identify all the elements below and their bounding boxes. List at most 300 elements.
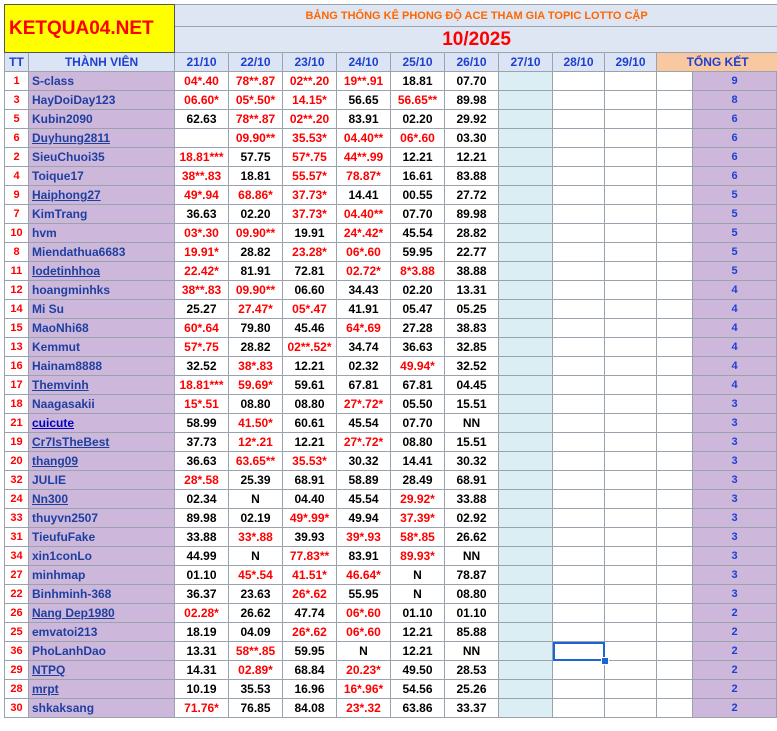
result-cell[interactable]: 08.80 — [391, 433, 445, 452]
total-cell[interactable]: 5 — [693, 186, 777, 205]
empty-cell[interactable] — [499, 471, 553, 490]
total-cell[interactable]: 5 — [693, 224, 777, 243]
member-name[interactable]: NTPQ — [29, 661, 175, 680]
empty-cell[interactable] — [499, 110, 553, 129]
result-cell[interactable]: 71.76* — [175, 699, 229, 718]
result-cell[interactable]: 81.91 — [229, 262, 283, 281]
empty-cell[interactable] — [553, 490, 605, 509]
result-cell[interactable]: 04.40 — [283, 490, 337, 509]
empty-cell[interactable] — [605, 300, 657, 319]
result-cell[interactable]: 03*.30 — [175, 224, 229, 243]
result-cell[interactable]: 28.49 — [391, 471, 445, 490]
result-cell[interactable]: 54.56 — [391, 680, 445, 699]
empty-cell[interactable] — [499, 547, 553, 566]
row-number[interactable]: 8 — [5, 243, 29, 262]
row-number[interactable]: 30 — [5, 699, 29, 718]
row-number[interactable]: 34 — [5, 547, 29, 566]
member-name[interactable]: SieuChuoi35 — [29, 148, 175, 167]
member-name[interactable]: S-class — [29, 72, 175, 91]
result-cell[interactable]: 37.39* — [391, 509, 445, 528]
result-cell[interactable]: N — [337, 642, 391, 661]
result-cell[interactable]: 24*.42* — [337, 224, 391, 243]
row-number[interactable]: 12 — [5, 281, 29, 300]
result-cell[interactable]: 57*.75 — [175, 338, 229, 357]
empty-cell[interactable] — [553, 129, 605, 148]
empty-cell[interactable] — [553, 509, 605, 528]
result-cell[interactable]: 02.20 — [229, 205, 283, 224]
result-cell[interactable]: 01.10 — [391, 604, 445, 623]
result-cell[interactable]: 06*.60 — [337, 243, 391, 262]
total-cell[interactable]: 6 — [693, 167, 777, 186]
result-cell[interactable]: 15.51 — [445, 395, 499, 414]
empty-cell[interactable] — [499, 243, 553, 262]
result-cell[interactable]: 84.08 — [283, 699, 337, 718]
result-cell[interactable]: 63.86 — [391, 699, 445, 718]
empty-cell[interactable] — [499, 585, 553, 604]
total-cell[interactable]: 5 — [693, 262, 777, 281]
result-cell[interactable]: 83.91 — [337, 110, 391, 129]
result-cell[interactable]: 19.91* — [175, 243, 229, 262]
total-cell[interactable]: 2 — [693, 604, 777, 623]
result-cell[interactable]: 49.50 — [391, 661, 445, 680]
row-number[interactable]: 24 — [5, 490, 29, 509]
result-cell[interactable]: 23*.32 — [337, 699, 391, 718]
empty-cell[interactable] — [553, 566, 605, 585]
member-name[interactable]: HayDoiDay123 — [29, 91, 175, 110]
result-cell[interactable]: 44**.99 — [337, 148, 391, 167]
result-cell[interactable]: 68.91 — [445, 471, 499, 490]
row-number[interactable]: 6 — [5, 129, 29, 148]
total-cell[interactable]: 3 — [693, 509, 777, 528]
empty-cell[interactable] — [605, 338, 657, 357]
result-cell[interactable]: 28.82 — [229, 338, 283, 357]
result-cell[interactable]: 89.98 — [445, 205, 499, 224]
total-cell[interactable]: 6 — [693, 148, 777, 167]
row-number[interactable]: 5 — [5, 110, 29, 129]
result-cell[interactable]: 33.37 — [445, 699, 499, 718]
row-number[interactable]: 22 — [5, 585, 29, 604]
row-number[interactable]: 10 — [5, 224, 29, 243]
member-name[interactable]: Naagasakii — [29, 395, 175, 414]
result-cell[interactable]: 79.80 — [229, 319, 283, 338]
empty-cell[interactable] — [605, 661, 657, 680]
empty-cell[interactable] — [499, 186, 553, 205]
result-cell[interactable]: 36.63 — [175, 205, 229, 224]
empty-cell[interactable] — [605, 167, 657, 186]
member-name[interactable]: Hainam8888 — [29, 357, 175, 376]
empty-cell[interactable] — [553, 452, 605, 471]
result-cell[interactable]: 33*.88 — [229, 528, 283, 547]
result-cell[interactable]: 06*.60 — [337, 604, 391, 623]
empty-cell[interactable] — [553, 91, 605, 110]
member-name[interactable]: Nn300 — [29, 490, 175, 509]
result-cell[interactable]: 55.95 — [337, 585, 391, 604]
result-cell[interactable]: 49*.99* — [283, 509, 337, 528]
total-cell[interactable]: 5 — [693, 243, 777, 262]
result-cell[interactable]: 85.88 — [445, 623, 499, 642]
empty-cell[interactable] — [553, 547, 605, 566]
result-cell[interactable]: 06.60 — [283, 281, 337, 300]
total-cell[interactable]: 9 — [693, 72, 777, 91]
result-cell[interactable]: 38.83 — [445, 319, 499, 338]
result-cell[interactable]: 30.32 — [445, 452, 499, 471]
result-cell[interactable]: 02.72* — [337, 262, 391, 281]
result-cell[interactable]: 02.92 — [445, 509, 499, 528]
result-cell[interactable]: 37.73* — [283, 205, 337, 224]
result-cell[interactable]: 25.26 — [445, 680, 499, 699]
result-cell[interactable]: 28.82 — [445, 224, 499, 243]
row-number[interactable]: 15 — [5, 319, 29, 338]
empty-cell[interactable] — [605, 72, 657, 91]
empty-cell[interactable] — [553, 433, 605, 452]
result-cell[interactable]: 59.69* — [229, 376, 283, 395]
member-name[interactable]: xin1conLo — [29, 547, 175, 566]
empty-cell[interactable] — [553, 585, 605, 604]
row-number[interactable]: 17 — [5, 376, 29, 395]
result-cell[interactable]: 38.88 — [445, 262, 499, 281]
total-cell[interactable]: 3 — [693, 414, 777, 433]
result-cell[interactable]: 07.70 — [445, 72, 499, 91]
empty-cell[interactable] — [605, 509, 657, 528]
total-cell[interactable]: 3 — [693, 471, 777, 490]
empty-cell[interactable] — [499, 509, 553, 528]
empty-cell[interactable] — [499, 433, 553, 452]
row-number[interactable]: 28 — [5, 680, 29, 699]
result-cell[interactable]: 30.32 — [337, 452, 391, 471]
total-cell[interactable]: 3 — [693, 566, 777, 585]
row-number[interactable]: 14 — [5, 300, 29, 319]
empty-cell[interactable] — [553, 262, 605, 281]
empty-cell[interactable] — [605, 243, 657, 262]
result-cell[interactable]: 14.31 — [175, 661, 229, 680]
result-cell[interactable]: 19**.91 — [337, 72, 391, 91]
row-number[interactable]: 13 — [5, 338, 29, 357]
member-name[interactable]: Kemmut — [29, 338, 175, 357]
result-cell[interactable]: 8*3.88 — [391, 262, 445, 281]
result-cell[interactable]: 02.32 — [337, 357, 391, 376]
result-cell[interactable]: 36.63 — [175, 452, 229, 471]
total-cell[interactable]: 4 — [693, 281, 777, 300]
member-name[interactable]: mrpt — [29, 680, 175, 699]
result-cell[interactable]: 02.89* — [229, 661, 283, 680]
row-number[interactable]: 25 — [5, 623, 29, 642]
member-name[interactable]: Themvinh — [29, 376, 175, 395]
result-cell[interactable]: 12.21 — [391, 642, 445, 661]
result-cell[interactable]: 39*.93 — [337, 528, 391, 547]
row-number[interactable]: 27 — [5, 566, 29, 585]
result-cell[interactable]: 37.73 — [175, 433, 229, 452]
result-cell[interactable]: 26.62 — [229, 604, 283, 623]
member-name[interactable]: thang09 — [29, 452, 175, 471]
result-cell[interactable]: 55.57* — [283, 167, 337, 186]
result-cell[interactable]: 34.74 — [337, 338, 391, 357]
empty-cell[interactable] — [553, 167, 605, 186]
empty-cell[interactable] — [553, 357, 605, 376]
result-cell[interactable]: 25.27 — [175, 300, 229, 319]
empty-cell[interactable] — [553, 281, 605, 300]
result-cell[interactable]: 22.77 — [445, 243, 499, 262]
result-cell[interactable]: 59.95 — [391, 243, 445, 262]
result-cell[interactable]: 12.21 — [391, 623, 445, 642]
result-cell[interactable]: 49.94* — [391, 357, 445, 376]
empty-cell[interactable] — [605, 452, 657, 471]
result-cell[interactable]: 25.39 — [229, 471, 283, 490]
result-cell[interactable]: 18.81*** — [175, 376, 229, 395]
total-cell[interactable]: 3 — [693, 490, 777, 509]
result-cell[interactable]: 57.75 — [229, 148, 283, 167]
row-number[interactable]: 36 — [5, 642, 29, 661]
result-cell[interactable]: 68.86* — [229, 186, 283, 205]
result-cell[interactable]: 89.93* — [391, 547, 445, 566]
result-cell[interactable]: 58.89 — [337, 471, 391, 490]
result-cell[interactable]: 49*.94 — [175, 186, 229, 205]
empty-cell[interactable] — [605, 110, 657, 129]
result-cell[interactable]: 18.81*** — [175, 148, 229, 167]
result-cell[interactable]: 02.28* — [175, 604, 229, 623]
result-cell[interactable]: 08.80 — [283, 395, 337, 414]
row-number[interactable]: 9 — [5, 186, 29, 205]
result-cell[interactable]: 02**.20 — [283, 72, 337, 91]
row-number[interactable]: 26 — [5, 604, 29, 623]
result-cell[interactable]: 14.15* — [283, 91, 337, 110]
result-cell[interactable]: 04.40** — [337, 129, 391, 148]
result-cell[interactable]: 20.23* — [337, 661, 391, 680]
empty-cell[interactable] — [553, 642, 605, 661]
empty-cell[interactable] — [605, 433, 657, 452]
result-cell[interactable]: NN — [445, 642, 499, 661]
empty-cell[interactable] — [499, 338, 553, 357]
result-cell[interactable]: 57*.75 — [283, 148, 337, 167]
result-cell[interactable]: 27.28 — [391, 319, 445, 338]
result-cell[interactable]: 45*.54 — [229, 566, 283, 585]
empty-cell[interactable] — [499, 72, 553, 91]
member-name[interactable]: Haiphong27 — [29, 186, 175, 205]
empty-cell[interactable] — [605, 281, 657, 300]
empty-cell[interactable] — [553, 414, 605, 433]
member-name[interactable]: Cr7IsTheBest — [29, 433, 175, 452]
result-cell[interactable]: 45.54 — [391, 224, 445, 243]
total-cell[interactable]: 3 — [693, 547, 777, 566]
member-name[interactable]: Mi Su — [29, 300, 175, 319]
result-cell[interactable]: 00.55 — [391, 186, 445, 205]
row-number[interactable]: 2 — [5, 148, 29, 167]
result-cell[interactable]: 78.87 — [445, 566, 499, 585]
result-cell[interactable]: NN — [445, 547, 499, 566]
result-cell[interactable]: 13.31 — [175, 642, 229, 661]
total-cell[interactable]: 5 — [693, 205, 777, 224]
total-cell[interactable]: 3 — [693, 452, 777, 471]
result-cell[interactable]: 60*.64 — [175, 319, 229, 338]
result-cell[interactable]: 12.21 — [445, 148, 499, 167]
empty-cell[interactable] — [605, 148, 657, 167]
result-cell[interactable]: 12.21 — [283, 433, 337, 452]
empty-cell[interactable] — [605, 585, 657, 604]
row-number[interactable]: 29 — [5, 661, 29, 680]
total-cell[interactable]: 2 — [693, 642, 777, 661]
result-cell[interactable]: 02.20 — [391, 281, 445, 300]
total-cell[interactable]: 4 — [693, 300, 777, 319]
result-cell[interactable]: 26.62 — [445, 528, 499, 547]
result-cell[interactable]: 02.19 — [229, 509, 283, 528]
result-cell[interactable]: 13.31 — [445, 281, 499, 300]
member-name[interactable]: hvm — [29, 224, 175, 243]
empty-cell[interactable] — [553, 300, 605, 319]
row-number[interactable]: 3 — [5, 91, 29, 110]
result-cell[interactable]: 05*.47 — [283, 300, 337, 319]
result-cell[interactable]: 15.51 — [445, 433, 499, 452]
result-cell[interactable]: 28.53 — [445, 661, 499, 680]
total-cell[interactable]: 3 — [693, 395, 777, 414]
result-cell[interactable]: 45.54 — [337, 414, 391, 433]
result-cell[interactable]: 60.61 — [283, 414, 337, 433]
result-cell[interactable]: 05.25 — [445, 300, 499, 319]
member-name[interactable]: emvatoi213 — [29, 623, 175, 642]
result-cell[interactable]: 32.85 — [445, 338, 499, 357]
result-cell[interactable]: 39.93 — [283, 528, 337, 547]
total-cell[interactable]: 2 — [693, 699, 777, 718]
result-cell[interactable]: 47.74 — [283, 604, 337, 623]
empty-cell[interactable] — [605, 547, 657, 566]
result-cell[interactable]: 23.28* — [283, 243, 337, 262]
total-cell[interactable]: 4 — [693, 338, 777, 357]
result-cell[interactable]: 46.64* — [337, 566, 391, 585]
empty-cell[interactable] — [605, 129, 657, 148]
result-cell[interactable]: 56.65** — [391, 91, 445, 110]
empty-cell[interactable] — [499, 699, 553, 718]
empty-cell[interactable] — [553, 604, 605, 623]
empty-cell[interactable] — [605, 699, 657, 718]
result-cell[interactable]: 12.21 — [283, 357, 337, 376]
result-cell[interactable]: 56.65 — [337, 91, 391, 110]
result-cell[interactable]: NN — [445, 414, 499, 433]
result-cell[interactable]: 44.99 — [175, 547, 229, 566]
result-cell[interactable]: 68.91 — [283, 471, 337, 490]
empty-cell[interactable] — [605, 205, 657, 224]
result-cell[interactable]: 27*.72* — [337, 433, 391, 452]
member-name[interactable]: shkaksang — [29, 699, 175, 718]
row-number[interactable]: 31 — [5, 528, 29, 547]
result-cell[interactable]: 83.88 — [445, 167, 499, 186]
empty-cell[interactable] — [553, 699, 605, 718]
total-cell[interactable]: 2 — [693, 623, 777, 642]
empty-cell[interactable] — [499, 490, 553, 509]
empty-cell[interactable] — [499, 566, 553, 585]
result-cell[interactable]: 18.81 — [229, 167, 283, 186]
result-cell[interactable]: 12*.21 — [229, 433, 283, 452]
empty-cell[interactable] — [499, 129, 553, 148]
total-cell[interactable]: 6 — [693, 110, 777, 129]
result-cell[interactable]: 16.61 — [391, 167, 445, 186]
empty-cell[interactable] — [605, 376, 657, 395]
member-name[interactable]: MaoNhi68 — [29, 319, 175, 338]
result-cell[interactable]: 34.43 — [337, 281, 391, 300]
result-cell[interactable]: 77.83** — [283, 547, 337, 566]
member-name[interactable]: PhoLanhDao — [29, 642, 175, 661]
empty-cell[interactable] — [605, 528, 657, 547]
empty-cell[interactable] — [499, 395, 553, 414]
result-cell[interactable] — [175, 129, 229, 148]
total-cell[interactable]: 6 — [693, 129, 777, 148]
result-cell[interactable]: 33.88 — [445, 490, 499, 509]
result-cell[interactable]: 05.47 — [391, 300, 445, 319]
total-cell[interactable]: 4 — [693, 357, 777, 376]
empty-cell[interactable] — [553, 395, 605, 414]
result-cell[interactable]: 37.73* — [283, 186, 337, 205]
result-cell[interactable]: 38*.83 — [229, 357, 283, 376]
member-name[interactable]: Toique17 — [29, 167, 175, 186]
result-cell[interactable]: 10.19 — [175, 680, 229, 699]
member-name[interactable]: Duyhung2811 — [29, 129, 175, 148]
result-cell[interactable]: 89.98 — [445, 91, 499, 110]
result-cell[interactable]: 67.81 — [337, 376, 391, 395]
result-cell[interactable]: 19.91 — [283, 224, 337, 243]
result-cell[interactable]: 67.81 — [391, 376, 445, 395]
empty-cell[interactable] — [605, 604, 657, 623]
result-cell[interactable]: 16*.96* — [337, 680, 391, 699]
total-cell[interactable]: 8 — [693, 91, 777, 110]
empty-cell[interactable] — [553, 376, 605, 395]
row-number[interactable]: 1 — [5, 72, 29, 91]
empty-cell[interactable] — [499, 414, 553, 433]
row-number[interactable]: 32 — [5, 471, 29, 490]
empty-cell[interactable] — [553, 110, 605, 129]
total-cell[interactable]: 4 — [693, 376, 777, 395]
result-cell[interactable]: 07.70 — [391, 414, 445, 433]
result-cell[interactable]: 41.51* — [283, 566, 337, 585]
member-name[interactable]: thuyvn2507 — [29, 509, 175, 528]
empty-cell[interactable] — [499, 148, 553, 167]
member-name[interactable]: hoangminhks — [29, 281, 175, 300]
empty-cell[interactable] — [499, 357, 553, 376]
result-cell[interactable]: 35.53* — [283, 129, 337, 148]
empty-cell[interactable] — [499, 224, 553, 243]
result-cell[interactable]: 45.54 — [337, 490, 391, 509]
result-cell[interactable]: 05.50 — [391, 395, 445, 414]
result-cell[interactable]: 12.21 — [391, 148, 445, 167]
empty-cell[interactable] — [499, 661, 553, 680]
result-cell[interactable]: 78**.87 — [229, 110, 283, 129]
result-cell[interactable]: N — [391, 566, 445, 585]
result-cell[interactable]: 07.70 — [391, 205, 445, 224]
result-cell[interactable]: 33.88 — [175, 528, 229, 547]
result-cell[interactable]: 04.40** — [337, 205, 391, 224]
result-cell[interactable]: 28.82 — [229, 243, 283, 262]
empty-cell[interactable] — [553, 224, 605, 243]
result-cell[interactable]: 09.90** — [229, 224, 283, 243]
result-cell[interactable]: 22.42* — [175, 262, 229, 281]
fill-handle[interactable] — [601, 657, 609, 665]
result-cell[interactable]: 09.90** — [229, 281, 283, 300]
empty-cell[interactable] — [553, 680, 605, 699]
empty-cell[interactable] — [553, 661, 605, 680]
result-cell[interactable]: 01.10 — [445, 604, 499, 623]
result-cell[interactable]: 58*.85 — [391, 528, 445, 547]
result-cell[interactable]: 02.20 — [391, 110, 445, 129]
empty-cell[interactable] — [499, 262, 553, 281]
row-number[interactable]: 11 — [5, 262, 29, 281]
empty-cell[interactable] — [553, 148, 605, 167]
member-name[interactable]: Binhminh-368 — [29, 585, 175, 604]
result-cell[interactable]: 38**.83 — [175, 281, 229, 300]
member-name[interactable]: Miendathua6683 — [29, 243, 175, 262]
result-cell[interactable]: N — [229, 490, 283, 509]
empty-cell[interactable] — [605, 642, 657, 661]
empty-cell[interactable] — [499, 319, 553, 338]
result-cell[interactable]: 58**.85 — [229, 642, 283, 661]
empty-cell[interactable] — [605, 490, 657, 509]
result-cell[interactable]: 04.45 — [445, 376, 499, 395]
result-cell[interactable]: 18.81 — [391, 72, 445, 91]
